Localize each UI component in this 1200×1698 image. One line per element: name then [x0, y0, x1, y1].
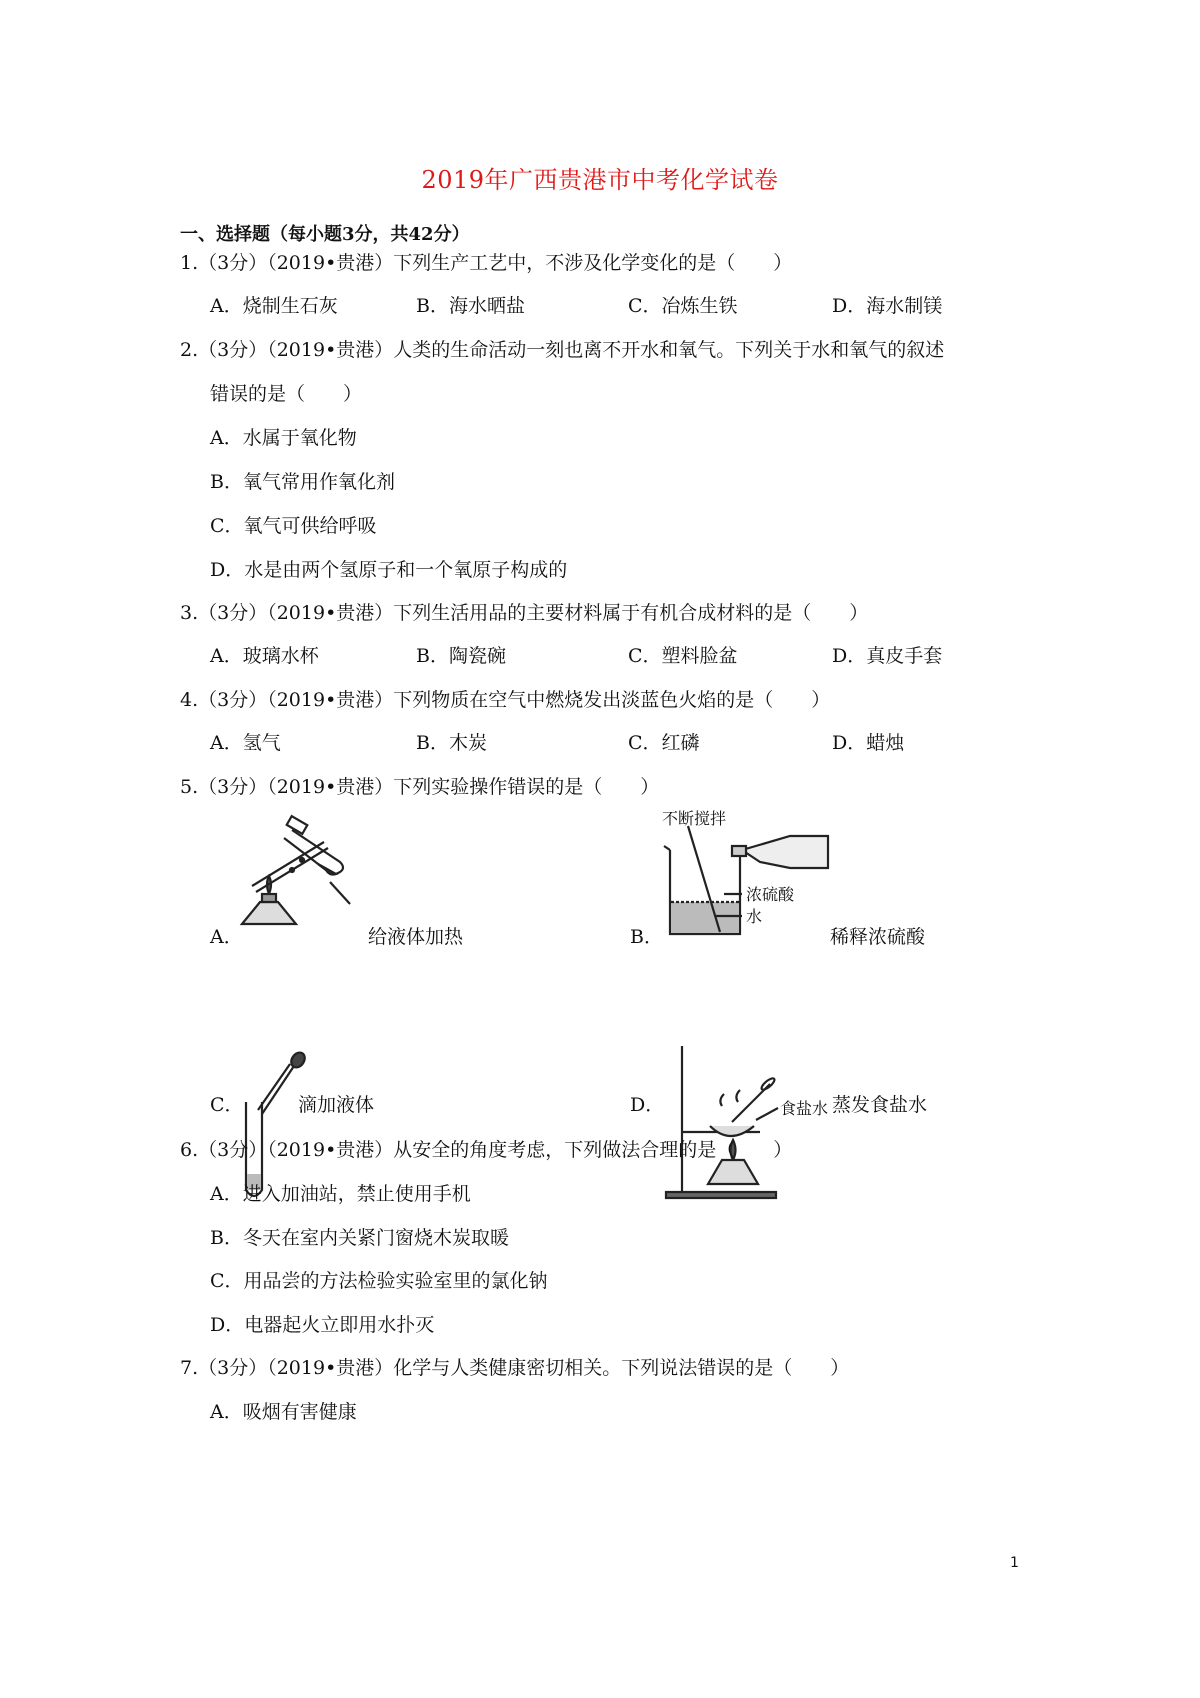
q1-option-d: D．海水制镁	[832, 295, 943, 317]
label-conc-acid: 浓硫酸	[746, 885, 795, 904]
q5-option-a-caption: 给液体加热	[368, 926, 464, 948]
figure-heating-liquid	[232, 812, 372, 942]
label-water: 水	[746, 907, 763, 926]
q5-option-b-caption: 稀释浓硫酸	[830, 926, 926, 948]
q1-option-b: B．海水晒盐	[416, 295, 525, 317]
page-number: 1	[1010, 1555, 1019, 1571]
figure-evaporate-salt-water	[660, 1042, 840, 1202]
section-heading: 一、选择题（每小题3分，共42分）	[180, 224, 470, 245]
q3-option-d: D．真皮手套	[832, 645, 943, 667]
q6-option-b: B．冬天在室内关紧门窗烧木炭取暖	[210, 1227, 509, 1249]
question-6-stem: 6.（3分）（2019•贵港）从安全的角度考虑，下列做法合理的是（ ）	[180, 1139, 793, 1161]
q4-option-c: C．红磷	[628, 732, 700, 754]
question-3-stem: 3.（3分）（2019•贵港）下列生活用品的主要材料属于有机合成材料的是（ ）	[180, 602, 869, 624]
q2-option-b: B．氧气常用作氧化剂	[210, 471, 395, 493]
q7-option-a: A．吸烟有害健康	[210, 1401, 357, 1423]
q2-option-c: C．氧气可供给呼吸	[210, 515, 377, 537]
label-salt-water: 食盐水	[780, 1099, 829, 1118]
q3-option-c: C．塑料脸盆	[628, 645, 738, 667]
q6-option-a: A．进入加油站，禁止使用手机	[210, 1183, 471, 1205]
question-2-stem-line1: 2.（3分）（2019•贵港）人类的生命活动一刻也离不开水和氧气。下列关于水和氧气的叙述	[180, 339, 945, 361]
q2-option-d: D．水是由两个氢原子和一个氧原子构成的	[210, 559, 568, 581]
question-7-stem: 7.（3分）（2019•贵港）化学与人类健康密切相关。下列说法错误的是（ ）	[180, 1357, 850, 1379]
question-5-stem: 5.（3分）（2019•贵港）下列实验操作错误的是（ ）	[180, 776, 660, 798]
q6-option-d: D．电器起火立即用水扑灭	[210, 1314, 435, 1336]
question-2-stem-line2: 错误的是（ ）	[210, 383, 363, 405]
q5-option-d-caption: 蒸发食盐水	[832, 1094, 928, 1116]
question-4-stem: 4.（3分）（2019•贵港）下列物质在空气中燃烧发出淡蓝色火焰的是（ ）	[180, 689, 831, 711]
q1-option-a: A．烧制生石灰	[210, 295, 338, 317]
q6-option-c: C．用品尝的方法检验实验室里的氯化钠	[210, 1270, 548, 1292]
label-stir: 不断搅拌	[662, 809, 727, 828]
q2-option-a: A．水属于氧化物	[210, 427, 357, 449]
figure-dilute-acid	[660, 806, 840, 946]
q5-option-a-letter: A．	[210, 926, 243, 948]
q4-option-a: A．氢气	[210, 732, 281, 754]
q4-option-b: B．木炭	[416, 732, 487, 754]
q3-option-b: B．陶瓷碗	[416, 645, 506, 667]
q1-option-c: C．冶炼生铁	[628, 295, 738, 317]
question-1-stem: 1.（3分）（2019•贵港）下列生产工艺中，不涉及化学变化的是（ ）	[180, 252, 793, 274]
exam-title: 2019年广西贵港市中考化学试卷	[421, 166, 779, 194]
q4-option-d: D．蜡烛	[832, 732, 905, 754]
q5-option-c-letter: C．	[210, 1094, 244, 1116]
q5-option-c-caption: 滴加液体	[298, 1094, 375, 1116]
q5-option-b-letter: B．	[630, 926, 663, 948]
q5-option-d-letter: D．	[630, 1094, 665, 1116]
q3-option-a: A．玻璃水杯	[210, 645, 319, 667]
